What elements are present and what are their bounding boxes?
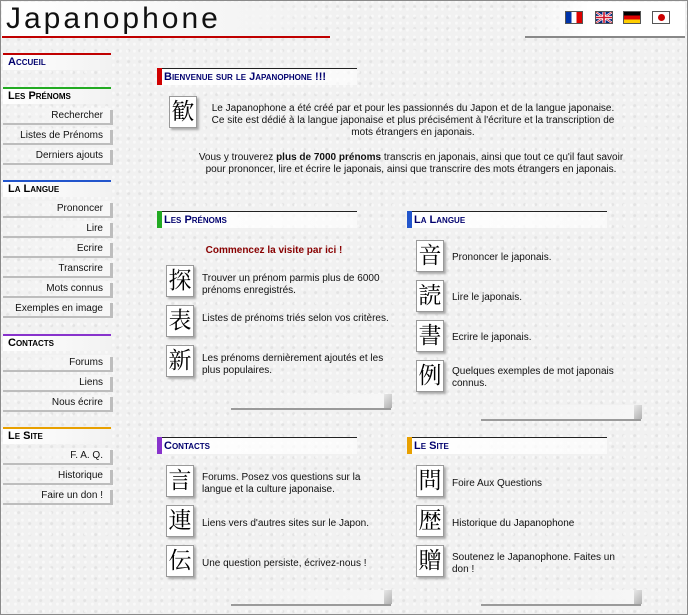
link-kanji-icon[interactable]: 連: [166, 505, 194, 537]
welcome-paragraph-2-prefix: Vous y trouverez: [198, 152, 277, 163]
contacts-entry-write[interactable]: Une question persiste, écrivez-nous !: [202, 558, 367, 569]
site-entry-donate[interactable]: Soutenez le Japanophone. Faites un don !: [452, 552, 615, 575]
langue-entry-write[interactable]: Ecrire le japonais.: [452, 332, 532, 343]
sidebar-item-derniers-ajouts[interactable]: Derniers ajouts: [3, 148, 111, 165]
sidebar-item-lire[interactable]: Lire: [3, 221, 111, 238]
visit-start-highlight[interactable]: Commencez la visite par ici !: [205, 245, 343, 256]
list-kanji-icon[interactable]: 表: [166, 305, 194, 337]
german-flag-icon[interactable]: [623, 11, 641, 24]
question-kanji-icon[interactable]: 問: [416, 465, 444, 497]
sidebar-heading-prenoms: Les Prénoms: [3, 87, 111, 104]
welcome-paragraph-1: Le Japanophone a été créé par et pour les passionnés du Japon et de la langue japonaise. Ce site est dédié à la langue japonaise et plus précisément à l'écriture et la transcription de mots étrangers en japonais.: [211, 103, 615, 138]
sidebar-item-liens[interactable]: Liens: [3, 375, 111, 392]
welcome-kanji-icon: 歓: [169, 96, 197, 128]
write-kanji-icon[interactable]: 書: [416, 320, 444, 352]
welcome-title: Bienvenue sur le Japanophone !!!: [157, 68, 357, 85]
sidebar-item-nous-ecrire[interactable]: Nous écrire: [3, 395, 111, 412]
section-footer-contacts: [231, 590, 391, 606]
sidebar-item-prononcer[interactable]: Prononcer: [3, 201, 111, 218]
gift-kanji-icon[interactable]: 贈: [416, 545, 444, 577]
history-kanji-icon[interactable]: 歴: [416, 505, 444, 537]
section-title-site: Le Site: [407, 437, 607, 454]
new-kanji-icon[interactable]: 新: [166, 345, 194, 377]
langue-entry-examples[interactable]: Quelques exemples de mot japonais connus.: [452, 366, 614, 389]
sidebar-item-faq[interactable]: F. A. Q.: [3, 448, 111, 465]
site-header: [2, 2, 330, 38]
sidebar-item-historique[interactable]: Historique: [3, 468, 111, 485]
language-selector: [525, 2, 685, 38]
message-kanji-icon[interactable]: 伝: [166, 545, 194, 577]
sidebar-heading-langue: La Langue: [3, 180, 111, 197]
sidebar-heading-site: Le Site: [3, 427, 111, 444]
site-logo[interactable]: Japanophone: [6, 2, 221, 35]
sound-kanji-icon[interactable]: 音: [416, 240, 444, 272]
sidebar-item-rechercher[interactable]: Rechercher: [3, 108, 111, 125]
prenoms-entry-search[interactable]: Trouver un prénom parmis plus de 6000 prénoms enregistrés.: [202, 273, 380, 296]
welcome-paragraph-2-suffix: transcris en japonais, ainsi que tout ce qu'il faut savoir pour prononcer, lire et écrire le japonais, ainsi que transcrire des mots étrangers en japonais.: [205, 152, 624, 175]
contacts-entry-forums[interactable]: Forums. Posez vos questions sur la langue et la culture japonaise.: [202, 472, 361, 495]
sidebar-item-exemples-en-image[interactable]: Exemples en image: [3, 301, 111, 318]
welcome-highlight-count: plus de 7000 prénoms: [276, 152, 382, 163]
sidebar-item-ecrire[interactable]: Ecrire: [3, 241, 111, 258]
section-footer-langue: [481, 405, 641, 421]
contacts-entry-links[interactable]: Liens vers d'autres sites sur le Japon.: [202, 518, 369, 529]
japanese-flag-icon[interactable]: [652, 11, 670, 24]
french-flag-icon[interactable]: [565, 11, 583, 24]
sidebar-item-forums[interactable]: Forums: [3, 355, 111, 372]
read-kanji-icon[interactable]: 読: [416, 280, 444, 312]
section-title-langue: La Langue: [407, 211, 607, 228]
site-entry-faq[interactable]: Foire Aux Questions: [452, 478, 543, 489]
prenoms-entry-latest[interactable]: Les prénoms dernièrement ajoutés et les plus populaires.: [202, 353, 384, 376]
langue-entry-read[interactable]: Lire le japonais.: [452, 292, 523, 303]
section-footer-site: [481, 590, 641, 606]
sun-disc: [658, 14, 665, 21]
langue-entry-pronounce[interactable]: Prononcer le japonais.: [452, 252, 552, 263]
section-title-prenoms: Les Prénoms: [157, 211, 357, 228]
site-entry-history[interactable]: Historique du Japanophone: [452, 518, 575, 529]
sidebar-heading-contacts: Contacts: [3, 334, 111, 351]
sidebar-item-mots-connus[interactable]: Mots connus: [3, 281, 111, 298]
search-kanji-icon[interactable]: 探: [166, 265, 194, 297]
sidebar-item-faire-un-don[interactable]: Faire un don !: [3, 488, 111, 505]
section-footer-prenoms: [231, 394, 391, 410]
example-kanji-icon[interactable]: 例: [416, 360, 444, 392]
prenoms-entry-lists[interactable]: Listes de prénoms triés selon vos critères.: [202, 313, 389, 324]
section-title-contacts: Contacts: [157, 437, 357, 454]
english-flag-icon[interactable]: [595, 11, 613, 24]
welcome-paragraph-2: [198, 152, 624, 176]
speech-kanji-icon[interactable]: 言: [166, 465, 194, 497]
sidebar-item-listes-prenoms[interactable]: Listes de Prénoms: [3, 128, 111, 145]
sidebar-accueil[interactable]: Accueil: [3, 53, 111, 70]
sidebar-item-transcrire[interactable]: Transcrire: [3, 261, 111, 278]
